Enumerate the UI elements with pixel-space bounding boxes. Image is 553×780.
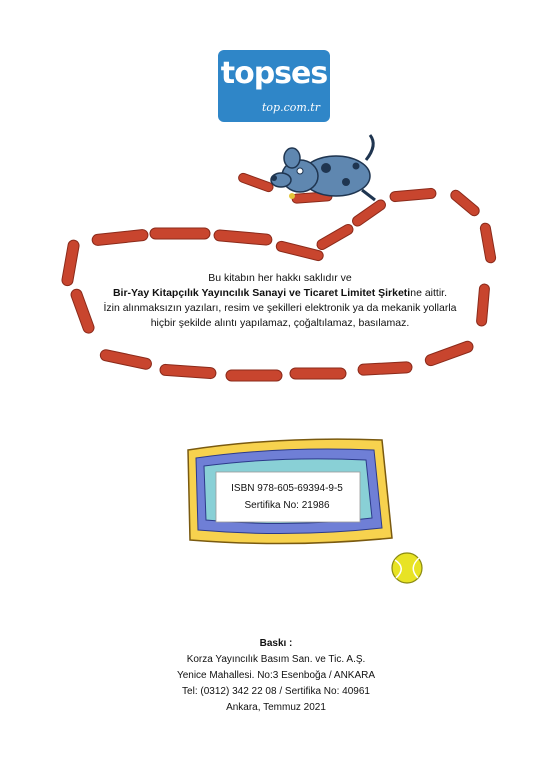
rights-suffix: ne aittir. [410,287,448,299]
rights-line-4: hiçbir şekilde alıntı yapılamaz, çoğaltılamaz, basılamaz. [150,317,410,329]
print-heading: Baskı : [259,638,293,649]
certificate-number: Sertifika No: 21986 [244,500,330,511]
dog-illustration [271,135,375,200]
tennis-ball-illustration [392,553,422,583]
rights-line-1: Bu kitabın her hakkı saklıdır ve [208,272,352,284]
rights-line-2 [80,286,480,301]
logo-domain: top.com.tr [262,101,320,114]
printer-address: Yenice Mahallesi. No:3 Esenboğa / ANKARA [176,670,376,681]
rights-company: Bir-Yay Kitapçılık Yayıncılık Sanayi ve Ticaret Limitet Şirketi [112,287,411,299]
copyright-notice [80,271,480,331]
print-date: Ankara, Temmuz 2021 [226,702,326,713]
printer-contact: Tel: (0312) 342 22 08 / Sertifika No: 40961 [182,686,370,697]
isbn-block [223,475,351,522]
rights-line-3: İzin alınmaksızın yazıları, resim ve şekilleri elektronik ya da mekanik yollarla [103,302,457,314]
printer-company: Korza Yayıncılık Basım San. ve Tic. A.Ş. [186,654,366,665]
isbn-number: ISBN 978-605-69394-9-5 [231,483,343,494]
logo-brand: topses [220,56,328,91]
printing-info [126,636,426,716]
